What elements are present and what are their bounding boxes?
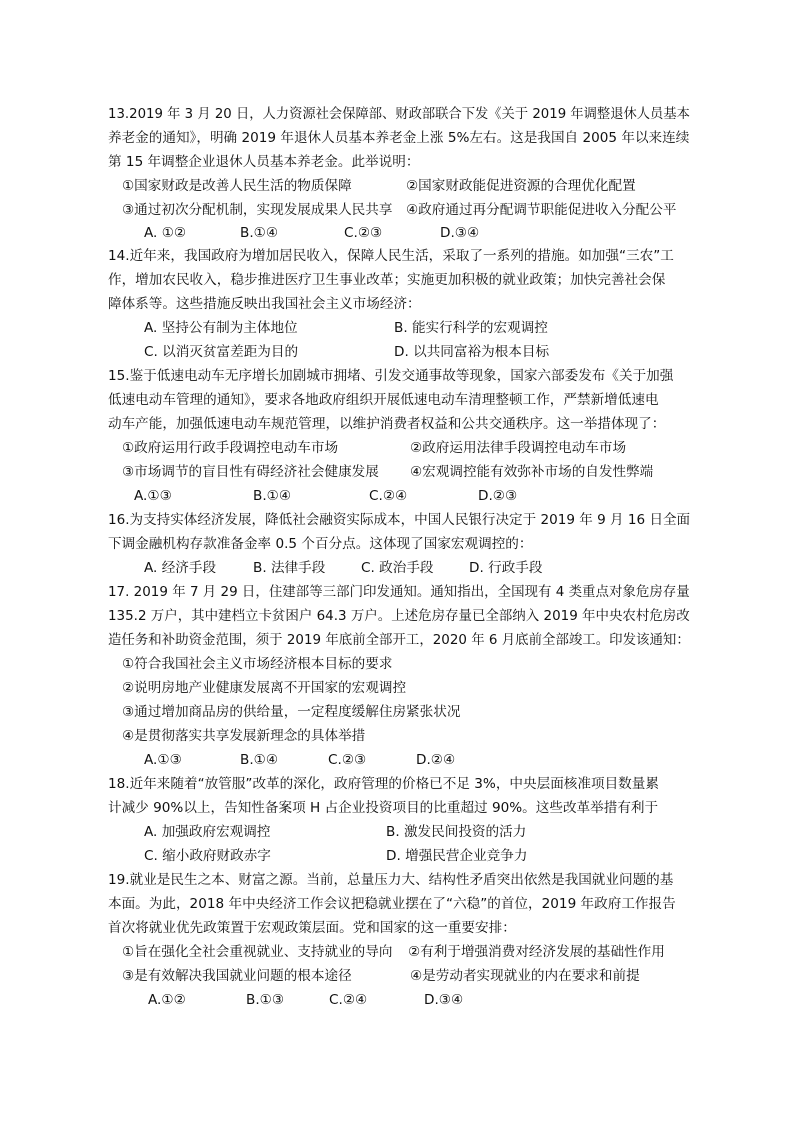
q15-choice-c[interactable]: C.②④ — [369, 488, 408, 504]
q15-statement-1: ①政府运用行政手段调控电动车市场 — [122, 440, 339, 456]
q15-choice-a[interactable]: A.①③ — [134, 488, 172, 504]
q18-stem-line-1: 18.近年来随着“放管服”改革的深化，政府管理的价格已不足 3%，中央层面核准项目数量累 — [108, 776, 659, 792]
q19-statement-1: ①旨在强化全社会重视就业、支持就业的导向 — [122, 944, 393, 960]
q13-statement-4: ④政府通过再分配调节职能促进收入分配公平 — [406, 202, 677, 218]
q17-stem-line-1: 17. 2019 年 7 月 29 日，住建部等三部门印发通知。通知指出，全国现有 4 类重点对象危房存量 — [108, 584, 690, 600]
q17-statement-2: ②说明房地产业健康发展离不开国家的宏观调控 — [122, 680, 407, 696]
q16-choice-d[interactable]: D. 行政手段 — [469, 560, 543, 576]
q13-choice-b[interactable]: B.①④ — [240, 225, 279, 241]
q19-statement-2: ②有利于增强消费对经济发展的基础性作用 — [408, 944, 665, 960]
q14-choice-b[interactable]: B. 能实行科学的宏观调控 — [394, 320, 548, 336]
q15-statement-2: ②政府运用法律手段调控电动车市场 — [410, 440, 627, 456]
q17-stem-line-2: 135.2 万户，其中建档立卡贫困户 64.3 万户。上述危房存量已全部纳入 2019 年中央农村危房改 — [108, 608, 690, 624]
q13-choice-c[interactable]: C.②③ — [344, 225, 383, 241]
q15-stem-line-2: 低速电动车管理的通知》，要求各地政府组织开展低速电动车清理整顿工作，严禁新增低速电 — [108, 392, 659, 408]
q19-choice-c[interactable]: C.②④ — [329, 992, 368, 1008]
q15-stem-line-3: 动车产能，加强低速电动车规范管理，以维护消费者权益和公共交通秩序。这一举措体现了： — [108, 416, 666, 432]
q19-stem-line-2: 本面。为此，2018 年中央经济工作会议把稳就业摆在了“六稳”的首位，2019 年政府工作报告 — [108, 896, 676, 912]
q19-choice-d[interactable]: D.③④ — [424, 992, 464, 1008]
q19-choice-b[interactable]: B.①③ — [246, 992, 285, 1008]
q13-statement-2: ②国家财政能促进资源的合理优化配置 — [406, 178, 636, 194]
q17-choice-c[interactable]: C.②③ — [328, 752, 367, 768]
q16-choice-c[interactable]: C. 政治手段 — [361, 560, 434, 576]
q13-stem-line-2: 养老金的通知》，明确 2019 年退休人员基本养老金上涨 5%左右。这是我国自 2005 年以来连续 — [108, 130, 690, 146]
q15-stem-line-1: 15.鉴于低速电动车无序增长加剧城市拥堵、引发交通事故等现象，国家六部委发布《关于加强 — [108, 368, 674, 384]
q18-choice-b[interactable]: B. 激发民间投资的活力 — [386, 824, 527, 840]
q16-stem-line-2: 下调金融机构存款准备金率 0.5 个百分点。这体现了国家宏观调控的： — [108, 536, 533, 552]
q13-stem-line-3: 第 15 年调整企业退休人员基本养老金。此举说明： — [108, 154, 420, 170]
q16-choice-b[interactable]: B. 法律手段 — [253, 560, 326, 576]
q15-choice-b[interactable]: B.①④ — [253, 488, 292, 504]
q14-stem-line-3: 障体系等。这些措施反映出我国社会主义市场经济： — [108, 296, 421, 312]
q13-choice-a[interactable]: A. ①② — [144, 225, 187, 241]
q18-stem-line-2: 计减少 90%以上，告知性备案项 H 占企业投资项目的比重超过 90%。这些改革举措有利于 — [108, 800, 659, 816]
q14-choice-a[interactable]: A. 坚持公有制为主体地位 — [144, 320, 298, 336]
q18-choice-d[interactable]: D. 增强民营企业竞争力 — [386, 848, 528, 864]
q16-stem-line-1: 16.为支持实体经济发展，降低社会融资实际成本，中国人民银行决定于 2019 年 9 月 16 日全面 — [108, 512, 691, 528]
q17-choice-b[interactable]: B.①④ — [240, 752, 279, 768]
q13-choice-d[interactable]: D.③④ — [440, 225, 480, 241]
q17-statement-3: ③通过增加商品房的供给量，一定程度缓解住房紧张状况 — [122, 704, 461, 720]
q16-choice-a[interactable]: A. 经济手段 — [144, 560, 217, 576]
q13-statement-1: ①国家财政是改善人民生活的物质保障 — [122, 178, 352, 194]
q17-statement-4: ④是贯彻落实共享发展新理念的具体举措 — [122, 728, 366, 744]
q19-stem-line-3: 首次将就业优先政策置于宏观政策层面。党和国家的这一重要安排： — [108, 920, 516, 936]
q17-choice-a[interactable]: A.①③ — [144, 752, 182, 768]
q13-stem-line-1: 13.2019 年 3 月 20 日，人力资源社会保障部、财政部联合下发《关于 2019 年调整退休人员基本 — [108, 106, 690, 122]
q14-choice-c[interactable]: C. 以消灭贫富差距为目的 — [144, 344, 299, 360]
q18-choice-a[interactable]: A. 加强政府宏观调控 — [144, 824, 271, 840]
q17-choice-d[interactable]: D.②④ — [416, 752, 456, 768]
q19-stem-line-1: 19.就业是民生之本、财富之源。当前，总量压力大、结构性矛盾突出依然是我国就业问题的基 — [108, 872, 674, 888]
q19-statement-3: ③是有效解决我国就业问题的根本途径 — [122, 968, 352, 984]
q13-statement-3: ③通过初次分配机制，实现发展成果人民共享 — [122, 202, 393, 218]
q15-statement-4: ④宏观调控能有效弥补市场的自发性弊端 — [410, 464, 654, 480]
q14-stem-line-2: 作，增加农民收入，稳步推进医疗卫生事业改革；实施更加积极的就业政策；加快完善社会保 — [108, 272, 666, 288]
q15-statement-3: ③市场调节的盲目性有碍经济社会健康发展 — [122, 464, 379, 480]
q15-choice-d[interactable]: D.②③ — [478, 488, 518, 504]
q19-statement-4: ④是劳动者实现就业的内在要求和前提 — [410, 968, 640, 984]
q14-stem-line-1: 14.近年来，我国政府为增加居民收入，保障人民生活，采取了一系列的措施。如加强“三农”工 — [108, 248, 674, 264]
q14-choice-d[interactable]: D. 以共同富裕为根本目标 — [394, 344, 550, 360]
q19-choice-a[interactable]: A.①② — [148, 992, 186, 1008]
q17-stem-line-3: 造任务和补助资金范围，须于 2019 年底前全部开工，2020 年 6 月底前全部竣工。印发该通知： — [108, 632, 690, 648]
q17-statement-1: ①符合我国社会主义市场经济根本目标的要求 — [122, 656, 393, 672]
q18-choice-c[interactable]: C. 缩小政府财政赤字 — [144, 848, 271, 864]
